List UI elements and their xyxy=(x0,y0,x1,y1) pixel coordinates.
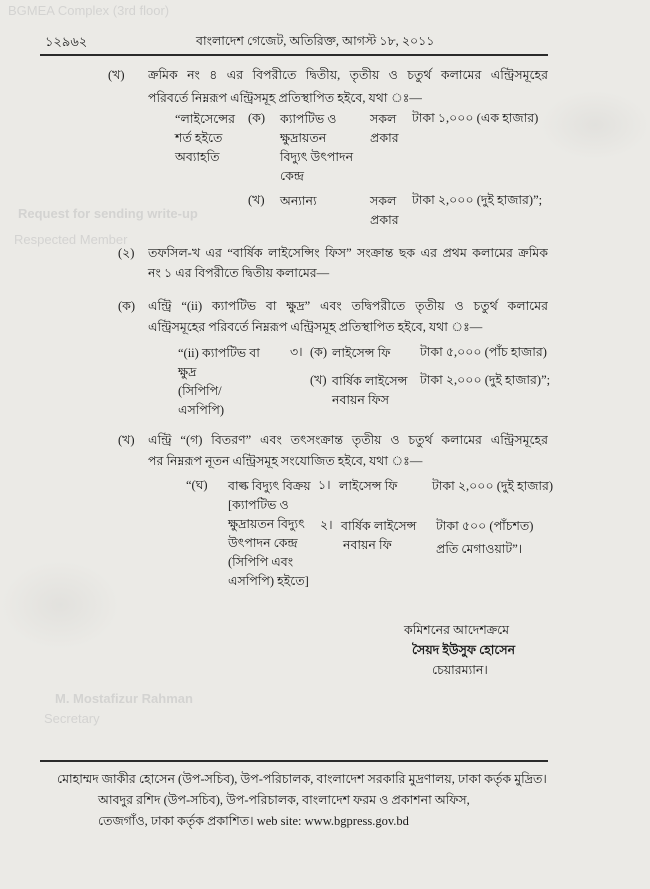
show-through-text: BGMEA Complex (3rd floor) xyxy=(8,3,170,18)
scan-stain xyxy=(540,90,650,160)
clause-marker: (ক) xyxy=(118,299,136,313)
row-marker: (খ) xyxy=(310,373,327,387)
cell-line: টাকা ২,০০০ (দুই হাজার) xyxy=(432,479,554,493)
cell-line: নবায়ন ফিস xyxy=(332,393,389,407)
cell-line: ক্ষুদ্রায়তন xyxy=(280,131,327,145)
row-marker: (ক) xyxy=(248,111,266,125)
cell-line: অব্যাহতি xyxy=(175,150,220,164)
table-cell-item xyxy=(280,192,317,211)
cell-line: প্রকার xyxy=(370,213,399,227)
scan-stain xyxy=(0,560,120,650)
cell-line: “লাইসেন্সের xyxy=(175,112,236,126)
table-cell-item xyxy=(332,372,407,410)
cell-line: কেন্দ্র xyxy=(280,169,304,183)
clause-marker: (খ) xyxy=(108,68,125,82)
cell-line: প্রকার xyxy=(370,131,399,145)
table-cell-fee: টাকা ১,০০০ (এক হাজার) xyxy=(412,111,539,125)
cell-line: (সিপিপি/ xyxy=(178,384,222,398)
row-marker: (ক) xyxy=(310,345,328,359)
footer-rule xyxy=(40,760,548,762)
show-through-text: Respected Member xyxy=(14,232,128,247)
clause-line: এন্ট্রি “(ii) ক্যাপটিভ বা ক্ষুদ্র” এবং তদ্বিপরীতে তৃতীয় ও চতুর্থ কলামের xyxy=(148,299,548,313)
clause-line: পরিবর্তে নিম্নরূপ এন্ট্রিসমূহ প্রতিস্থাপিত হইবে, যথা ঃ— xyxy=(148,91,422,105)
row-marker: “(ঘ) xyxy=(186,478,208,492)
cell-line: ক্ষুদ্র xyxy=(178,365,197,379)
cell-line: “(ii) ক্যাপটিভ বা xyxy=(178,346,260,360)
cell-line: লাইসেন্স ফি xyxy=(339,479,398,493)
cell-line: বার্ষিক লাইসেন্স xyxy=(332,374,408,388)
table-cell-item xyxy=(332,344,390,363)
table-cell-item xyxy=(280,110,353,186)
cell-line: নবায়ন ফি xyxy=(343,538,392,552)
cell-line: সকল xyxy=(370,194,397,208)
header-rule xyxy=(40,54,548,56)
table-cell-item xyxy=(341,517,416,555)
serial-number: ৩। xyxy=(290,345,303,359)
cell-line: লাইসেন্স ফি xyxy=(332,346,391,360)
show-through-text: M. Mostafizur Rahman xyxy=(55,691,193,706)
clause-line: এন্ট্রিসমূহের পরিবর্তে নিম্নরূপ এন্ট্রিসমূহ প্রতিস্থাপিত হইবে, যথা ঃ— xyxy=(148,320,483,334)
clause-line: এন্ট্রি “(গ) বিতরণ” এবং তৎসংক্রান্ত তৃতীয় ও চতুর্থ কলামের এন্ট্রিসমূহের xyxy=(148,433,548,447)
item-number: ১। xyxy=(318,478,331,492)
show-through-text: Request for sending write-up xyxy=(18,206,198,221)
cell-line: অন্যান্য xyxy=(280,194,317,208)
table-cell-entry xyxy=(178,344,260,420)
gazette-header-title: বাংলাদেশ গেজেট, অতিরিক্ত, আগস্ট ১৮, ২০১১ xyxy=(196,34,435,48)
table-cell-fee xyxy=(436,515,533,561)
order-line: কমিশনের আদেশক্রমে xyxy=(404,623,510,637)
table-cell-type xyxy=(370,192,399,230)
table-cell-item xyxy=(339,477,397,496)
cell-line: শর্ত হইতে xyxy=(175,131,223,145)
table-cell-fee: টাকা ৫,০০০ (পাঁচ হাজার) xyxy=(420,345,547,359)
page-number: ১২৯৬২ xyxy=(45,34,88,49)
clause-marker: (খ) xyxy=(118,433,135,447)
cell-line: বার্ষিক লাইসেন্স xyxy=(341,519,417,533)
clause-line: পর নিম্নরূপ নূতন এন্ট্রিসমূহ সংযোজিত হইবে, যথা ঃ— xyxy=(148,454,423,468)
cell-line: এসপিপি) হইতে] xyxy=(228,574,309,588)
signatory-name: সৈয়দ ইউসুফ হোসেন xyxy=(412,643,516,657)
cell-line: বাল্ক বিদ্যুৎ বিক্রয় xyxy=(228,479,311,493)
table-cell-entry xyxy=(175,110,235,167)
show-through-text: Secretary xyxy=(44,711,100,726)
cell-line: সকল xyxy=(370,112,397,126)
table-cell-type xyxy=(370,110,399,148)
cell-line: এসপিপি) xyxy=(178,403,225,417)
clause-line: তফসিল-খ এর “বার্ষিক লাইসেন্সিং ফিস” সংক্রান্ত ছক এর প্রথম কলামের ক্রমিক xyxy=(148,246,548,260)
footer-line: আবদুর রশিদ (উপ-সচিব), উপ-পরিচালক, বাংলাদেশ ফরম ও প্রকাশনা অফিস, xyxy=(98,793,470,807)
table-cell-fee: টাকা ২,০০০ (দুই হাজার)”; xyxy=(420,373,551,387)
clause-line: ক্রমিক নং ৪ এর বিপরীতে দ্বিতীয়, তৃতীয় ও চতুর্থ কলামের এন্ট্রিসমূহের xyxy=(148,68,548,82)
row-marker: (খ) xyxy=(248,193,265,207)
cell-line: (সিপিপি এবং xyxy=(228,555,294,569)
cell-line: বিদ্যুৎ উৎপাদন xyxy=(280,150,354,164)
clause-line: নং ১ এর বিপরীতে দ্বিতীয় কলামের— xyxy=(148,266,330,280)
signatory-title: চেয়ারম্যান। xyxy=(432,663,488,677)
footer-line: তেজগাঁও, ঢাকা কর্তৃক প্রকাশিত। web site: www.bgpress.gov.bd xyxy=(98,814,409,828)
table-cell-fee: টাকা ২,০০০ (দুই হাজার)”; xyxy=(412,193,543,207)
cell-line: উৎপাদন কেন্দ্র xyxy=(228,536,298,550)
item-number: ২। xyxy=(320,518,333,532)
footer-line: মোহাম্মদ জাকীর হোসেন (উপ-সচিব), উপ-পরিচালক, বাংলাদেশ সরকারি মুদ্রণালয়, ঢাকা কর্তৃক মুদ্রিত। xyxy=(57,772,547,786)
table-cell-fee xyxy=(432,477,553,496)
cell-line: টাকা ৫০০ (পাঁচশত) xyxy=(436,519,534,533)
cell-line: ক্ষুদ্রায়তন বিদ্যুৎ xyxy=(228,517,305,531)
cell-line: প্রতি মেগাওয়াট”। xyxy=(436,542,523,556)
table-cell-entry xyxy=(228,477,311,591)
cell-line: [ক্যাপটিভ ও xyxy=(228,498,289,512)
cell-line: ক্যাপটিভ ও xyxy=(280,112,337,126)
clause-marker: (২) xyxy=(118,246,135,260)
